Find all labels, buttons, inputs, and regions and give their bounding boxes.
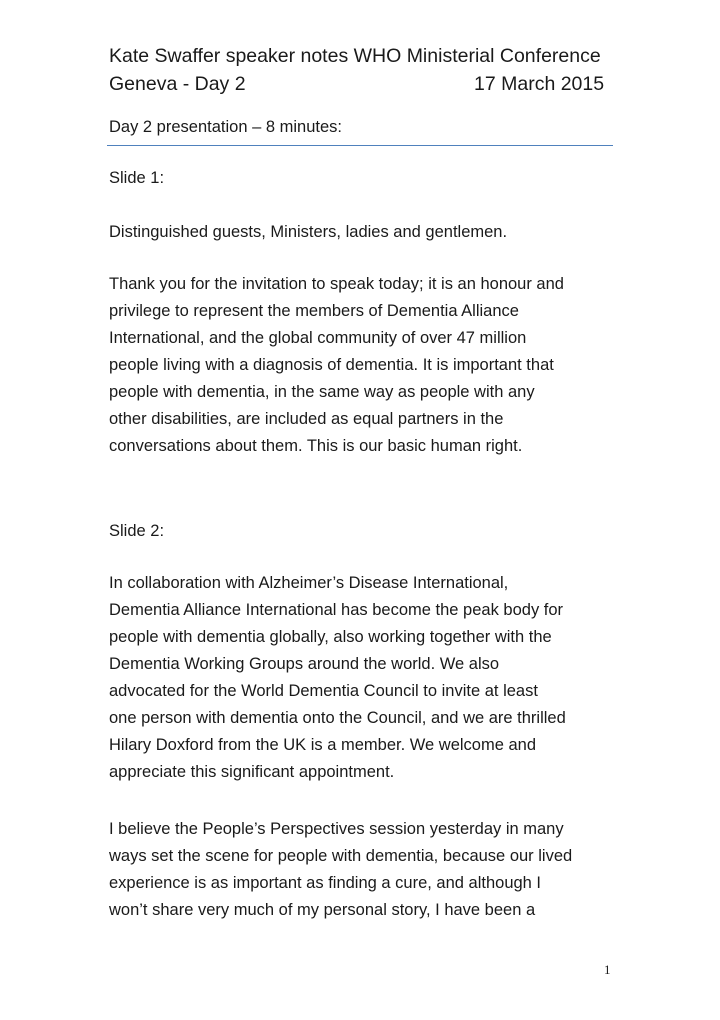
- presentation-subtitle: Day 2 presentation – 8 minutes:: [109, 118, 342, 136]
- paragraph-line: I believe the People’s Perspectives session yesterday in many: [109, 820, 564, 838]
- document-location-day: Geneva - Day 2: [109, 73, 246, 95]
- slide-1-greeting: Distinguished guests, Ministers, ladies and gentlemen.: [109, 223, 508, 241]
- paragraph-line: ways set the scene for people with dementia, because our lived: [109, 847, 573, 865]
- paragraph-line: Thank you for the invitation to speak today; it is an honour and: [109, 275, 564, 293]
- slide-1-label: Slide 1:: [109, 169, 165, 187]
- paragraph-line: one person with dementia onto the Council, and we are thrilled: [109, 709, 566, 727]
- paragraph-line: people living with a diagnosis of dementia. It is important that: [109, 356, 554, 374]
- slide-2-paragraph-1: [109, 570, 619, 786]
- paragraph-line: other disabilities, are included as equal partners in the: [109, 410, 504, 428]
- paragraph-line: Hilary Doxford from the UK is a member. We welcome and: [109, 736, 537, 754]
- paragraph-line: experience is as important as finding a cure, and although I: [109, 874, 542, 892]
- slide-2-label: Slide 2:: [109, 522, 165, 540]
- page-number: 1: [604, 962, 611, 977]
- paragraph-line: International, and the global community of over 47 million: [109, 329, 527, 347]
- paragraph-line: conversations about them. This is our basic human right.: [109, 437, 523, 455]
- paragraph-line: people with dementia, in the same way as people with any: [109, 383, 535, 401]
- paragraph-line: In collaboration with Alzheimer’s Disease International,: [109, 574, 509, 592]
- slide-1-paragraph: [109, 271, 619, 460]
- document-date: 17 March 2015: [474, 73, 605, 95]
- paragraph-line: won’t share very much of my personal story, I have been a: [109, 901, 536, 919]
- paragraph-line: Dementia Working Groups around the world. We also: [109, 655, 500, 673]
- header-divider: [107, 145, 613, 146]
- paragraph-line: privilege to represent the members of Dementia Alliance: [109, 302, 519, 320]
- document-title: Kate Swaffer speaker notes WHO Ministerial Conference: [109, 45, 601, 67]
- paragraph-line: appreciate this significant appointment.: [109, 763, 395, 781]
- slide-2-paragraph-2: [109, 816, 619, 924]
- paragraph-line: advocated for the World Dementia Council to invite at least: [109, 682, 538, 700]
- paragraph-line: Dementia Alliance International has become the peak body for: [109, 601, 564, 619]
- paragraph-line: people with dementia globally, also working together with the: [109, 628, 552, 646]
